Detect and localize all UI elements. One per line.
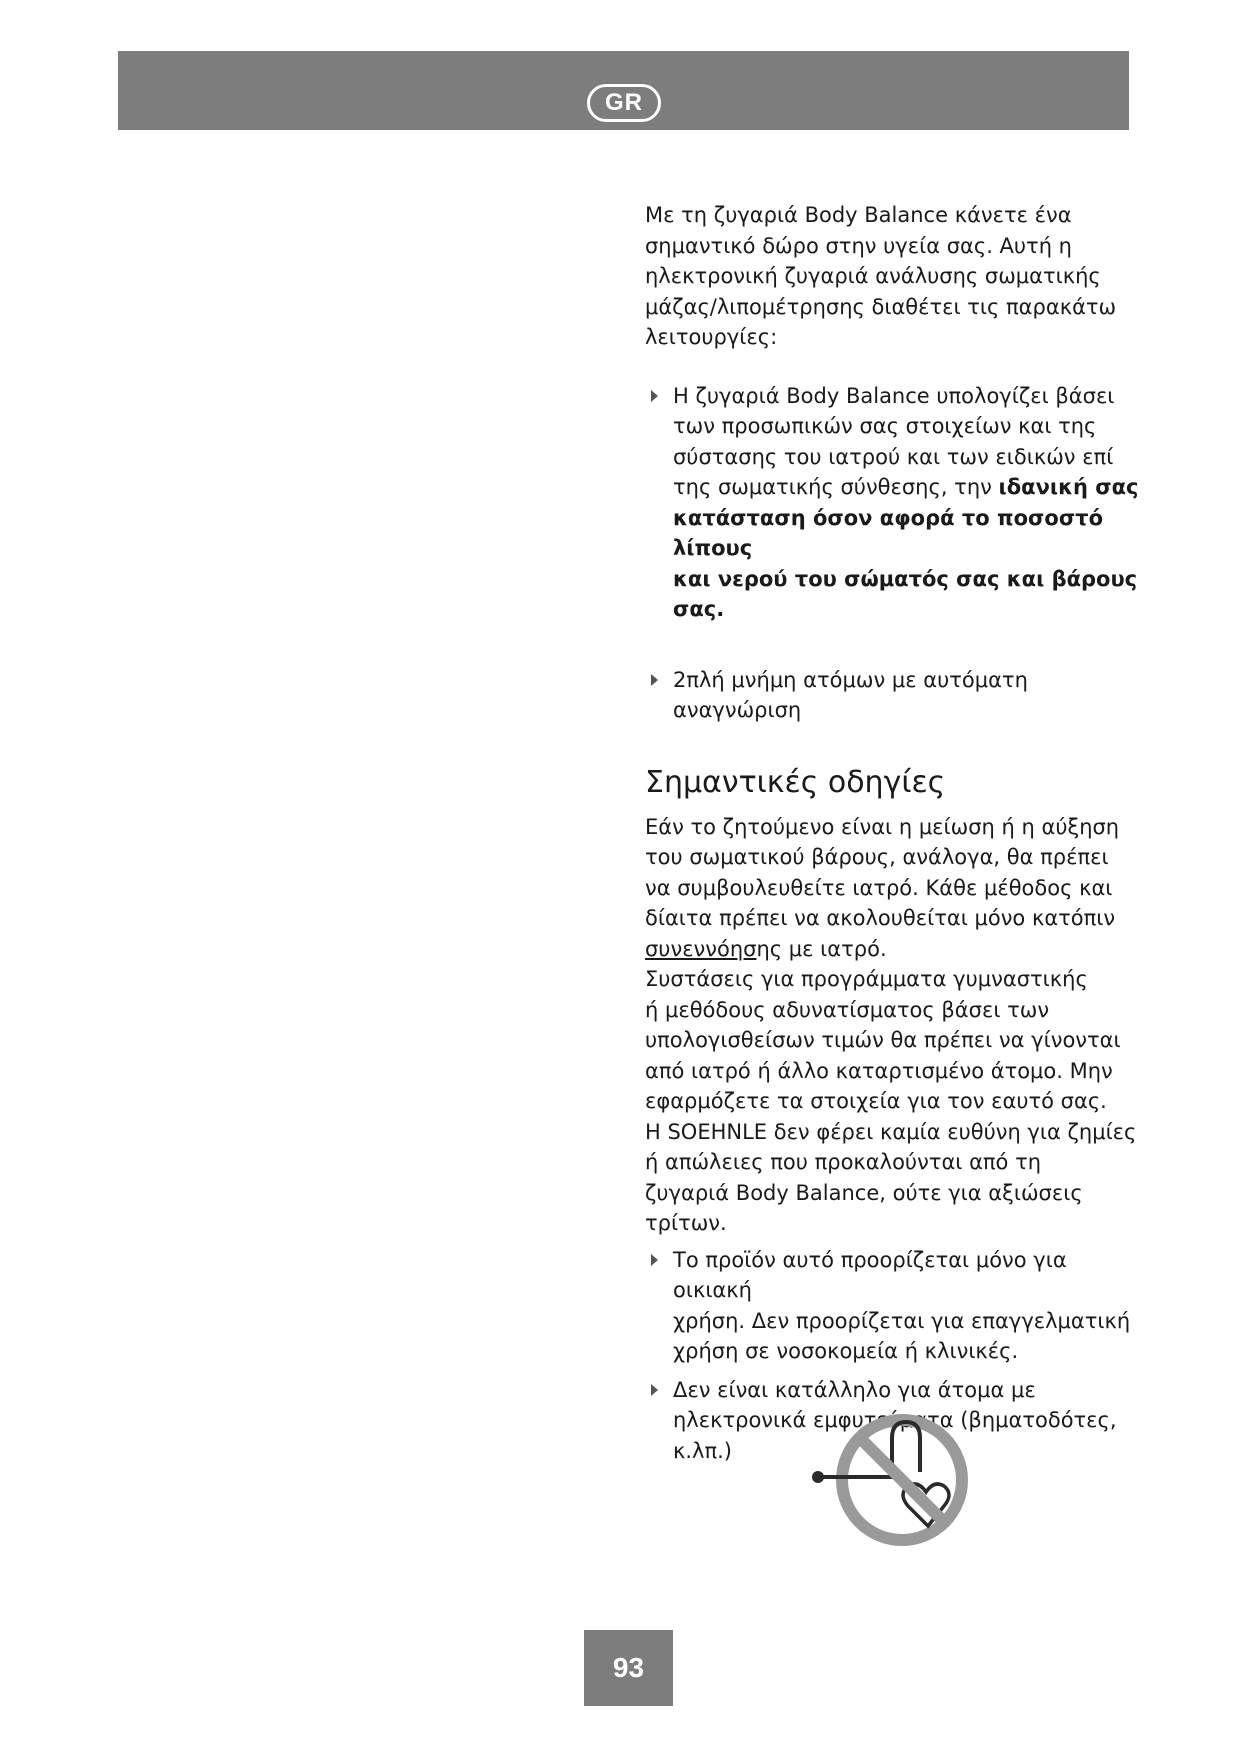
feature-line: Η ζυγαριά Body Balance υπολογίζει βάσει [673, 383, 1115, 408]
intro-line: ηλεκτρονική ζυγαριά ανάλυσης σωματικής [645, 264, 1101, 288]
body-line: εφαρμόζετε τα στοιχεία για τον εαυτό σας. [645, 1089, 1107, 1113]
intro-paragraph [645, 200, 1145, 353]
body-line: από ιατρό ή άλλο καταρτισμένο άτομο. Μην [645, 1058, 1113, 1083]
body-line: υπολογισθείσων τιμών θα πρέπει να γίνονται [645, 1028, 1121, 1052]
warning-line: χρήση. Δεν προορίζεται για επαγγελματική [673, 1308, 1131, 1333]
warning-line: κ.λπ.) [673, 1438, 732, 1463]
body-line: ζυγαριά Body Balance, ούτε για αξιώσεις [645, 1180, 1083, 1205]
feature-line: 2πλή μνήμη ατόμων με αυτόματη [673, 667, 1028, 692]
warning-line: χρήση σε νοσοκομεία ή κλινικές. [673, 1339, 1019, 1363]
intro-line: Με τη ζυγαριά Body Balance κάνετε ένα [645, 203, 1072, 227]
page-number: 93 [584, 1630, 673, 1706]
body-line: Η SOEHNLE δεν φέρει καμία ευθύνη για ζημίες [645, 1119, 1137, 1144]
important-instructions-text [645, 812, 1145, 1239]
feature-line: σας. [673, 597, 725, 621]
bullet-arrow-icon [651, 1254, 658, 1266]
body-line: να συμβουλευθείτε ιατρό. Κάθε μέθοδος και [645, 875, 1113, 900]
intro-line: λειτουργίες: [645, 325, 778, 349]
feature-line: σύστασης του ιατρού και των ειδικών επί [673, 444, 1114, 469]
section-heading: Σημαντικές οδηγίες [645, 764, 946, 800]
body-line [645, 934, 1145, 965]
bullet-arrow-icon [651, 390, 658, 402]
feature-line-regular: της σωματικής σύνθεσης, την [673, 475, 992, 499]
body-line: ή μεθόδους αδυνατίσματος βάσει των [645, 997, 1050, 1022]
bullet-arrow-icon [651, 674, 658, 686]
bullet-arrow-icon [651, 1384, 658, 1396]
warning-line: ηλεκτρονικά εμφυτεύματα (βηματοδότες, [673, 1408, 1117, 1432]
body-line: του σωματικού βάρους, ανάλογα, θα πρέπει [645, 845, 1109, 869]
body-line-tail: ης με ιατρό. [756, 936, 887, 961]
underlined-word: συνεννόησ [645, 936, 757, 961]
no-pacemaker-icon [810, 1410, 970, 1550]
body-line: τρίτων. [645, 1211, 727, 1235]
feature-line: και νερού του σώματός σας και βάρους [673, 566, 1138, 591]
warning-line: Δεν είναι κατάλληλο για άτομα με [673, 1377, 1036, 1402]
body-line: Συστάσεις για προγράμματα γυμναστικής [645, 967, 1088, 991]
warning-item-household-use [645, 1245, 1145, 1367]
body-line: Εάν το ζητούμενο είναι η μείωση ή η αύξηση [645, 814, 1120, 839]
feature-line: των προσωπικών σας στοιχείων και της [673, 414, 1097, 438]
feature-line-bold: ιδανική σας [998, 475, 1139, 499]
body-line: ή απώλειες που προκαλούνται από τη [645, 1150, 1042, 1174]
body-line: δίαιτα πρέπει να ακολουθείται μόνο κατόπιν [645, 906, 1116, 930]
feature-item-memory [645, 665, 1145, 726]
main-content [645, 200, 1145, 1466]
warning-line: Το προϊόν αυτό προορίζεται μόνο για οικιακή [673, 1247, 1067, 1302]
language-badge: GR [587, 84, 661, 122]
feature-item-target-values [645, 381, 1145, 625]
intro-line: μάζας/λιπομέτρησης διαθέτει τις παρακάτω [645, 294, 1117, 319]
feature-line: αναγνώριση [673, 698, 802, 722]
intro-line: σημαντικό δώρο στην υγεία σας. Αυτή η [645, 233, 1072, 258]
feature-line [673, 472, 1145, 503]
feature-line: κατάσταση όσον αφορά το ποσοστό λίπους [673, 505, 1103, 560]
